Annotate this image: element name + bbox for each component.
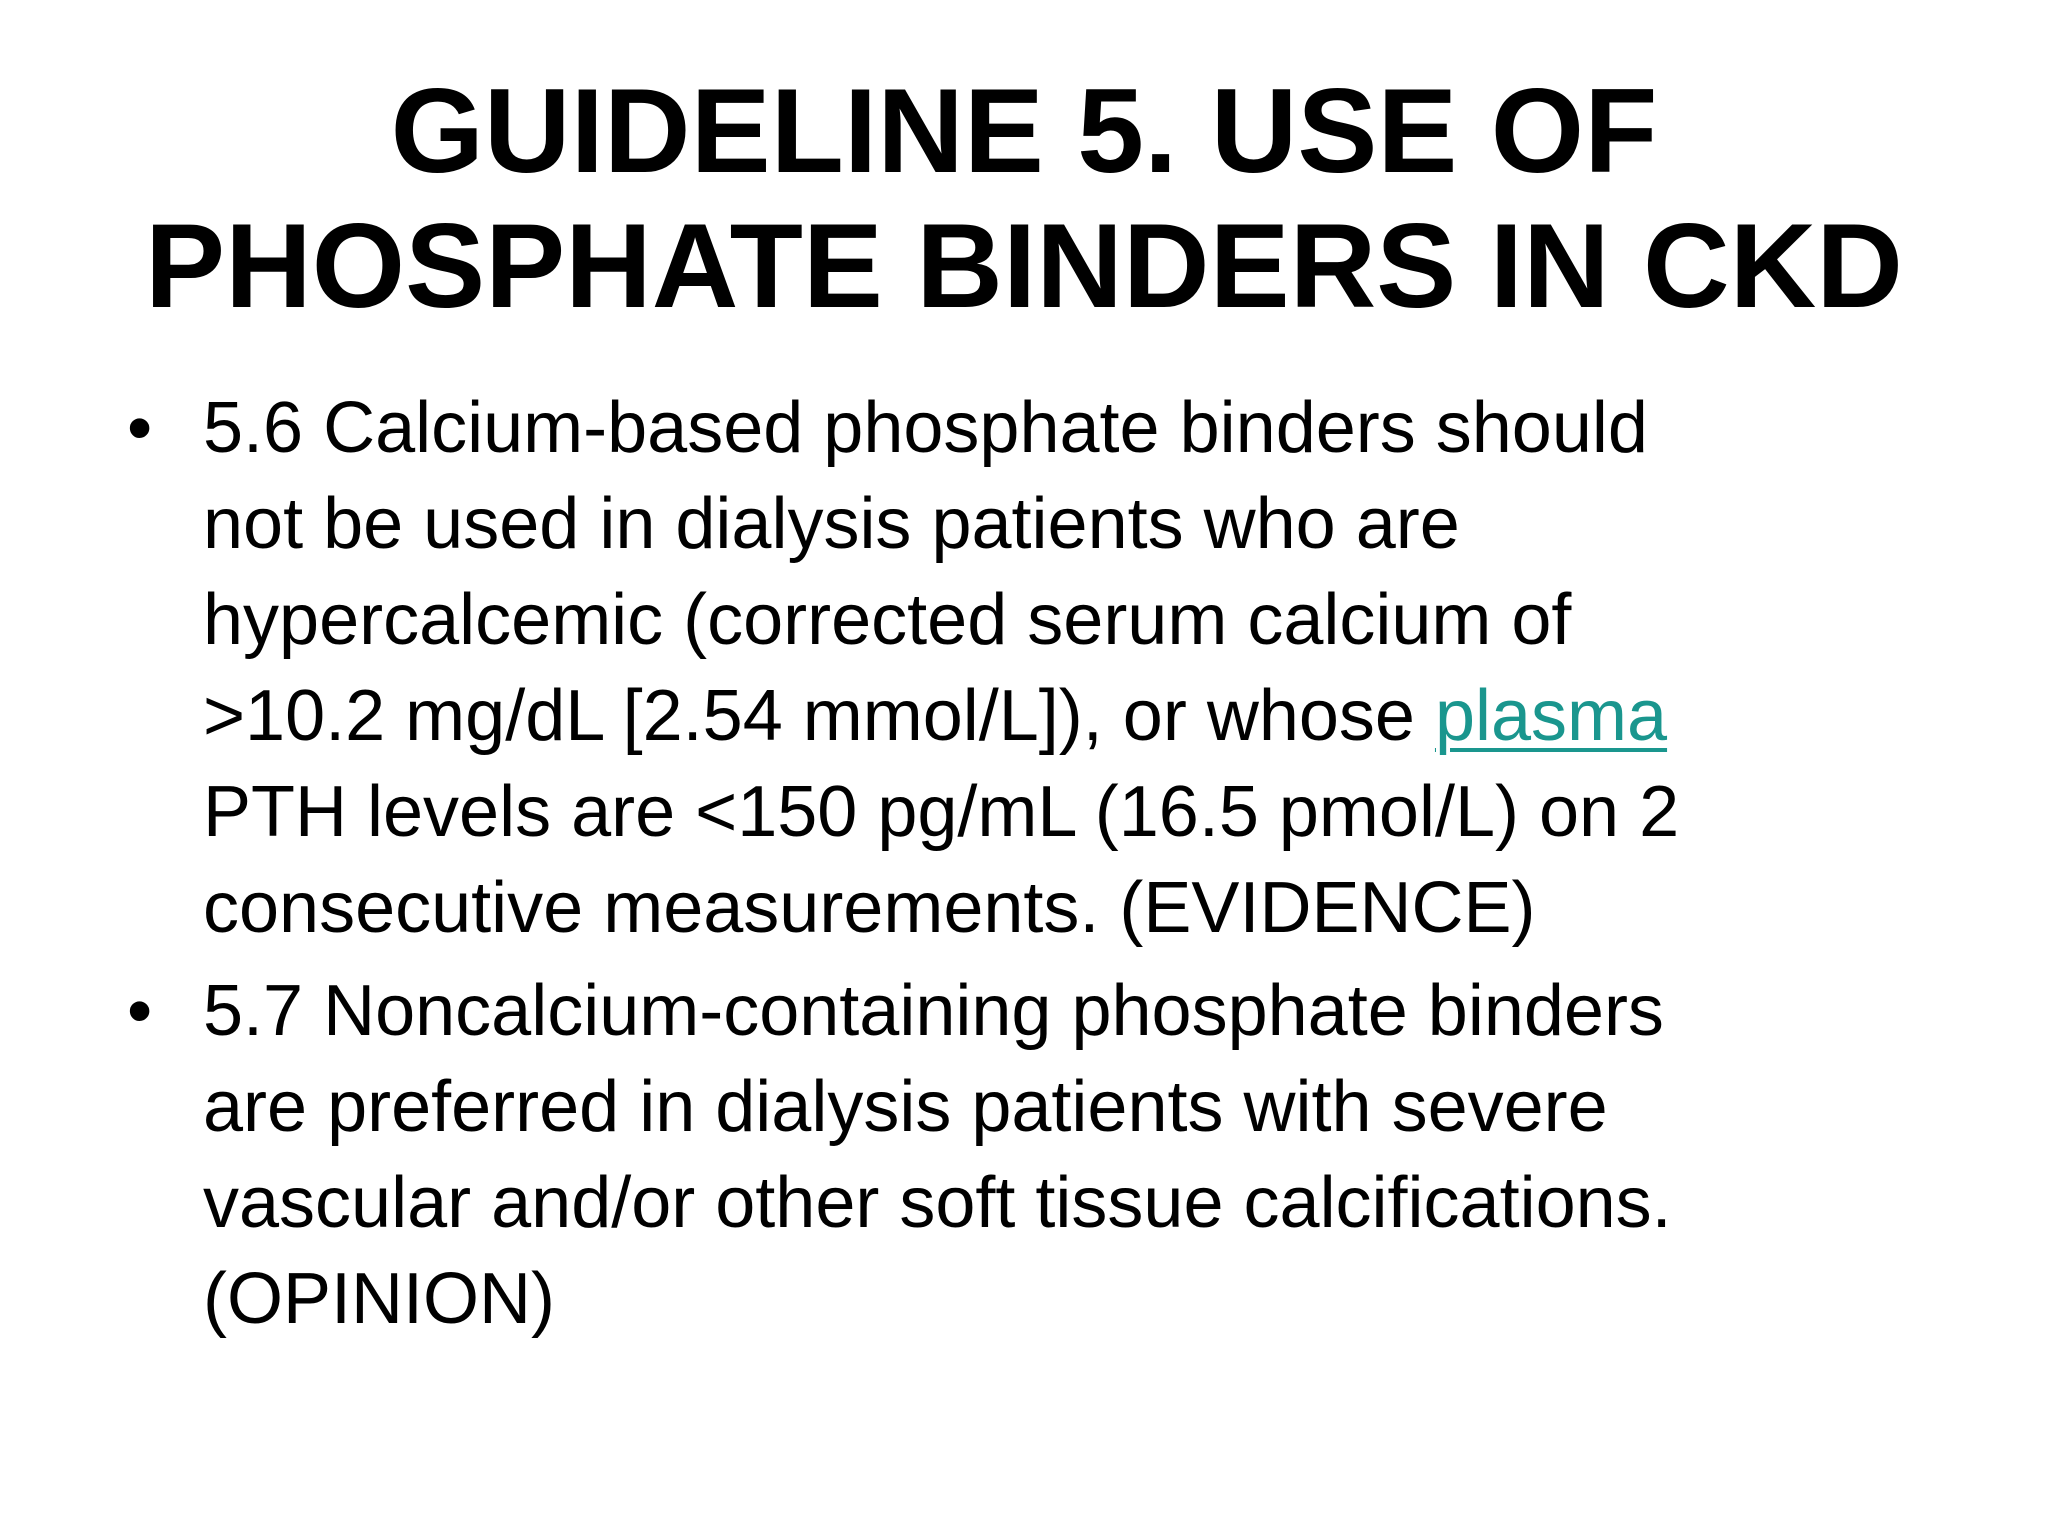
bullet-line-prefix: >10.2 mg/dL [2.54 mmol/L]), or whose: [203, 676, 1435, 756]
slide-title-line-2: PHOSPHATE BINDERS IN CKD: [145, 199, 1903, 333]
bullet-line: consecutive measurements. (EVIDENCE): [203, 868, 1536, 948]
bullet-line: vascular and/or other soft tissue calcifications.: [203, 1163, 1672, 1243]
bullet-line: not be used in dialysis patients who are: [203, 484, 1460, 564]
bullet-dot-icon: •: [127, 388, 153, 468]
bullet-line: (OPINION): [203, 1259, 555, 1339]
bullet-item-5-7: [0, 963, 1963, 1347]
bullet-line: PTH levels are <150 pg/mL (16.5 pmol/L) on 2: [203, 772, 1680, 852]
bullet-line: hypercalcemic (corrected serum calcium of: [203, 580, 1572, 660]
bullet-line: 5.6 Calcium-based phosphate binders should: [203, 388, 1648, 468]
bullet-line-with-link: [203, 668, 1963, 764]
slide-title: [100, 64, 1948, 334]
bullet-list: [0, 380, 2048, 1347]
bullet-item-5-6: [0, 380, 1963, 956]
bullet-line: 5.7 Noncalcium-containing phosphate binders: [203, 971, 1664, 1051]
bullet-dot-icon: •: [127, 971, 153, 1051]
bullet-text: [203, 380, 1963, 956]
plasma-link[interactable]: plasma: [1434, 676, 1668, 756]
slide-title-line-1: GUIDELINE 5. USE OF: [390, 64, 1658, 198]
bullet-text: [203, 963, 1963, 1347]
bullet-line: are preferred in dialysis patients with severe: [203, 1067, 1608, 1147]
